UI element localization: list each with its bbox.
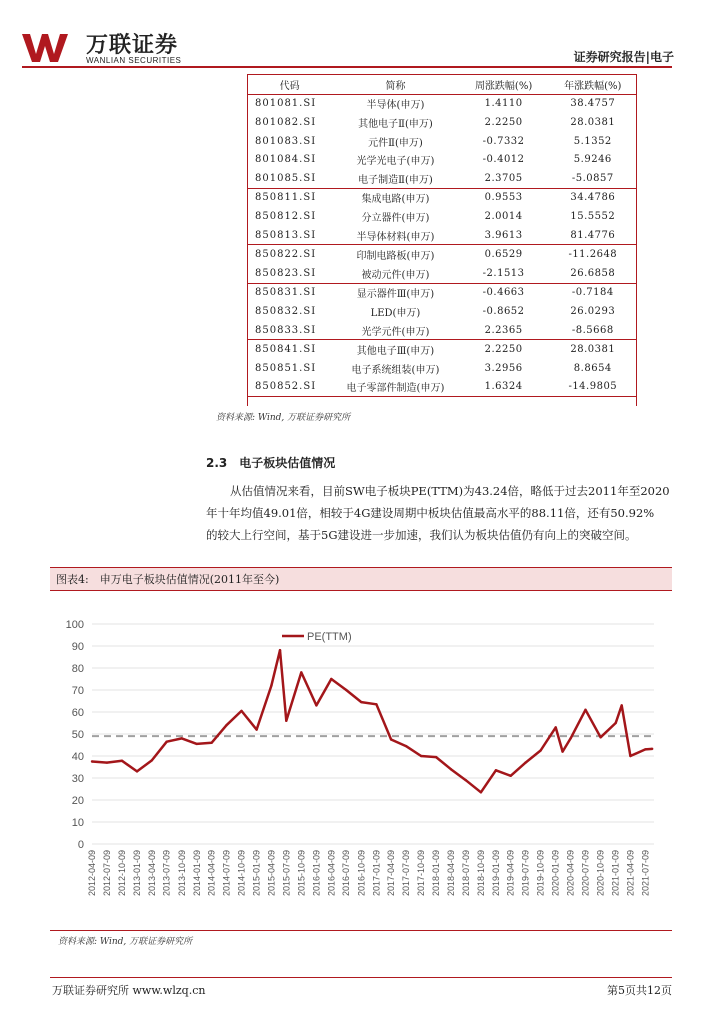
pe-ttm-data-point [584,709,586,711]
x-tick-label: 2012-07-09 [101,850,112,897]
y-tick-label: 0 [77,839,84,851]
cell-weekly: 0.6529 [484,249,523,261]
cell-weekly: 2.2250 [484,116,523,128]
cell-code: 850833.SI [255,324,317,336]
x-tick-label: 2016-07-09 [341,850,352,897]
cell-weekly: -0.8652 [482,305,525,317]
cell-weekly: 0.9553 [484,192,523,204]
table-row [247,169,637,188]
cell-weekly: 2.2250 [484,344,523,356]
pe-ttm-data-point [151,759,153,761]
x-tick-label: 2015-04-09 [266,850,277,897]
pe-ttm-data-point [644,748,646,750]
cell-yearly: -14.9805 [568,381,618,393]
table-row [247,359,637,378]
pe-ttm-data-point [270,684,272,686]
cell-code: 850811.SI [255,192,317,204]
cell-code: 801083.SI [255,135,317,147]
cell-yearly: -11.2648 [568,249,618,261]
table-row [247,378,637,397]
y-tick-label: 30 [71,773,84,785]
x-tick-label: 2017-07-09 [401,850,412,897]
cell-weekly: 1.4110 [484,98,523,110]
cell-yearly: 26.0293 [570,305,616,317]
pe-ttm-data-point [255,728,257,730]
legend-label: PE(TTM) [307,631,352,643]
cell-yearly: 28.0381 [570,116,616,128]
table-row [247,207,637,226]
pe-ttm-data-point [136,770,138,772]
cell-weekly: -0.4663 [482,287,525,299]
header-divider [22,66,672,68]
x-tick-label: 2019-07-09 [520,850,531,897]
cell-code: 850841.SI [255,344,317,356]
pe-ttm-data-point [375,703,377,705]
cell-weekly: 2.0014 [484,210,523,222]
pe-ttm-data-point [121,760,123,762]
pe-ttm-data-point [555,726,557,728]
x-tick-label: 2013-07-09 [161,850,172,897]
table-row [247,94,637,113]
table-header-row [247,75,637,95]
cell-yearly: 5.1352 [573,135,612,147]
x-tick-label: 2018-04-09 [445,850,456,897]
cell-yearly: -5.0857 [571,172,614,184]
footer-divider [50,977,672,978]
cell-code: 850831.SI [255,287,317,299]
cell-yearly: 38.4757 [570,98,616,110]
pe-ttm-data-point [279,649,281,651]
cell-name: 光学元件(申万) [361,326,430,338]
cell-name: 被动元件(申万) [361,269,430,281]
y-tick-label: 80 [71,663,84,675]
pe-ttm-data-point [495,769,497,771]
page-header [0,0,724,72]
col-header-code: 代码 [279,80,300,92]
pe-ttm-data-point [91,760,93,762]
x-tick-label: 2019-10-09 [535,850,546,897]
logo-english-name: WANLIAN SECURITIES [86,56,182,65]
col-header-yearly-change: 年涨跌幅(%) [564,80,622,92]
x-tick-label: 2020-01-09 [550,850,561,897]
figure-title: 图表4: 申万电子板块估值情况(2011年至今) [56,573,280,586]
x-tick-label: 2016-01-09 [311,850,322,897]
table-row [247,150,637,169]
cell-weekly: 3.2956 [484,362,523,374]
cell-weekly: -0.7332 [482,135,525,147]
cell-code: 801082.SI [255,116,317,128]
x-tick-label: 2021-07-09 [640,850,651,897]
table-row [247,283,637,302]
pe-ttm-data-point [524,761,526,763]
cell-name: 其他电子Ⅲ(申万) [356,346,435,358]
pe-ttm-data-point [225,724,227,726]
x-tick-label: 2014-10-09 [236,850,247,897]
cell-name: 电子制造Ⅱ(申万) [358,174,433,186]
col-header-name: 简称 [385,80,406,92]
cell-weekly: 2.3705 [484,172,523,184]
cell-code: 850823.SI [255,267,317,279]
pe-ttm-data-point [285,720,287,722]
pe-ttm-data-point [629,755,631,757]
table-row [247,226,637,245]
cell-code: 850822.SI [255,249,317,261]
y-tick-label: 90 [71,641,84,653]
y-tick-label: 10 [71,817,84,829]
cell-code: 801081.SI [255,98,317,110]
cell-yearly: 5.9246 [573,154,612,166]
x-tick-label: 2020-07-09 [580,850,591,897]
x-tick-label: 2015-07-09 [281,850,292,897]
table-row [247,340,637,359]
pe-ttm-data-point [106,761,108,763]
body-paragraph [206,480,672,546]
cell-yearly: 28.0381 [570,344,616,356]
cell-yearly: 15.5552 [570,210,616,222]
cell-name: 电子零部件制造(申万) [346,383,445,395]
pe-ttm-data-point [509,775,511,777]
table-row [247,302,637,321]
section-heading: 2.3 电子板块估值情况 [206,456,336,470]
pe-ttm-line-chart [50,598,672,928]
pe-ttm-data-point [405,745,407,747]
index-performance-table-wrap [247,74,637,397]
cell-code: 801084.SI [255,154,317,166]
y-tick-label: 60 [71,707,84,719]
cell-yearly: 8.8654 [573,362,612,374]
y-tick-label: 20 [71,795,84,807]
table-source-note: 资料来源: Wind, 万联证券研究所 [216,413,351,423]
cell-name: 元件Ⅱ(申万) [368,137,423,149]
x-tick-label: 2016-04-09 [326,850,337,897]
pe-ttm-data-point [539,749,541,751]
pe-ttm-data-point [196,743,198,745]
x-tick-label: 2015-01-09 [251,850,262,897]
cell-yearly: 26.6858 [570,267,616,279]
x-tick-label: 2014-07-09 [221,850,232,897]
x-tick-label: 2017-04-09 [386,850,397,897]
x-tick-label: 2014-04-09 [206,850,217,897]
x-tick-label: 2012-10-09 [116,850,127,897]
cell-name: 印制电路板(申万) [356,251,435,263]
x-tick-label: 2012-04-09 [87,850,97,897]
pe-ttm-data-point [651,748,653,750]
pe-ttm-data-point [561,750,563,752]
table-row [247,264,637,283]
table-row [247,245,637,264]
cell-name: 显示器件Ⅲ(申万) [356,289,435,301]
cell-weekly: 2.2365 [484,324,523,336]
y-tick-label: 50 [71,729,84,741]
x-tick-label: 2013-10-09 [176,850,187,897]
pe-ttm-data-point [210,742,212,744]
x-tick-label: 2021-04-09 [625,850,636,897]
paragraph-line: 的较大上行空间，基于5G建设进一步加速，我们认为板块估值仍有向上的突破空间。 [206,528,637,542]
pe-ttm-data-point [390,738,392,740]
figure-source-note: 资料来源: Wind, 万联证券研究所 [58,937,193,947]
cell-name: 集成电路(申万) [361,194,430,206]
x-tick-label: 2020-10-09 [595,850,606,897]
cell-weekly: -2.1513 [482,267,525,279]
cell-yearly: 34.4786 [570,192,616,204]
pe-ttm-data-point [315,704,317,706]
cell-name: 半导体材料(申万) [356,231,435,243]
footer-company: 万联证券研究所 www.wlzq.cn [52,984,206,997]
cell-name: 光学光电子(申万) [356,156,435,168]
y-tick-label: 40 [71,751,84,763]
x-tick-label: 2018-01-09 [431,850,442,897]
pe-ttm-data-point [420,755,422,757]
figure-bottom-divider [50,930,672,931]
x-tick-label: 2014-01-09 [191,850,202,897]
cell-code: 850852.SI [255,381,317,393]
index-performance-table [247,74,637,397]
wanlian-logo-icon [22,32,78,62]
cell-code: 801085.SI [255,172,317,184]
x-tick-label: 2015-10-09 [296,850,307,897]
x-tick-label: 2016-10-09 [356,850,367,897]
cell-weekly: 3.9613 [484,229,523,241]
logo-chinese-name: 万联证券 [86,33,179,58]
pe-ttm-data-point [300,671,302,673]
x-tick-label: 2019-04-09 [505,850,516,897]
pe-ttm-data-point [450,768,452,770]
x-tick-label: 2017-10-09 [416,850,427,897]
paragraph-line: 从估值情况来看，目前SW电子板块PE(TTM)为43.24倍，略低于过去2011年至2020 [230,484,670,498]
x-tick-label: 2021-01-09 [610,850,621,897]
table-row [247,188,637,207]
pe-ttm-data-point [465,779,467,781]
cell-name: 电子系统组装(申万) [351,364,440,376]
cell-weekly: 1.6324 [484,381,523,393]
pe-ttm-data-point [181,737,183,739]
pe-ttm-data-point [480,791,482,793]
cell-yearly: -8.5668 [571,324,614,336]
pe-ttm-data-point [599,736,601,738]
table-row [247,321,637,340]
cell-code: 850813.SI [255,229,317,241]
y-tick-label: 70 [71,685,84,697]
pe-ttm-data-point [614,722,616,724]
col-header-weekly-change: 周涨跌幅(%) [474,80,533,92]
cell-yearly: 81.4776 [570,229,616,241]
pe-ttm-data-point [435,756,437,758]
table-row [247,132,637,151]
cell-code: 850851.SI [255,362,317,374]
cell-yearly: -0.7184 [571,287,614,299]
report-category: 证券研究报告|电子 [573,50,674,64]
pe-ttm-data-point [569,737,571,739]
pe-ttm-data-point [240,710,242,712]
paragraph-line: 年十年均值49.01倍，相较于4G建设周期中板块估值最高水平的88.11倍，还有50.92% [206,506,655,520]
cell-name: 分立器件(申万) [361,212,430,224]
x-tick-label: 2013-04-09 [146,850,157,897]
pe-ttm-data-point [165,741,167,743]
table-row [247,113,637,132]
x-tick-label: 2018-07-09 [460,850,471,897]
pe-ttm-data-point [360,701,362,703]
cell-name: 半导体(申万) [366,100,425,112]
cell-code: 850812.SI [255,210,317,222]
y-tick-label: 100 [65,619,84,631]
pe-ttm-data-point [330,678,332,680]
pe-ttm-data-point [621,704,623,706]
cell-name: LED(申万) [370,307,421,319]
x-tick-label: 2020-04-09 [565,850,576,897]
pe-ttm-series-line [92,650,652,792]
figure-title-bar [50,567,672,591]
cell-name: 其他电子Ⅱ(申万) [358,118,433,130]
x-tick-label: 2013-01-09 [132,850,143,897]
pe-ttm-data-point [345,689,347,691]
cell-code: 850832.SI [255,305,317,317]
x-tick-label: 2019-01-09 [490,850,501,897]
x-tick-label: 2017-01-09 [371,850,382,897]
cell-weekly: -0.4012 [482,154,525,166]
footer-page-number: 第5页共12页 [607,984,672,997]
table-body [247,94,637,397]
x-tick-label: 2018-10-09 [475,850,486,897]
